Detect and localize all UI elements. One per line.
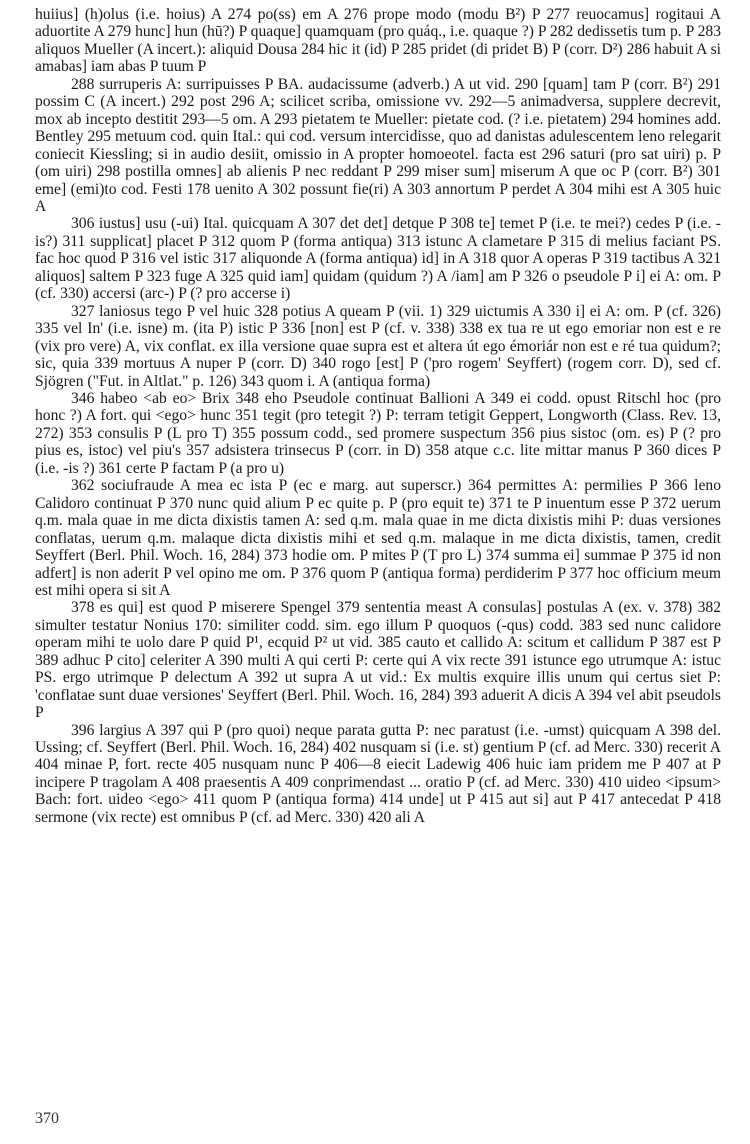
apparatus-paragraph: 396 largius A 397 qui P (pro quoi) neque parata gutta P: nec paratust (i.e. -umst) quicquam A 398 del. Ussing; cf. Seyffert (Berl. Phil. Woch. 16, 284) 402 nusquam si (i.e. st) gentium P (cf. ad Merc. 330) recerit A 404 minae P, fort. recte 405 nusquam nunc P 406—8 eiecit Ladewig 406 huic iam pridem me P 407 at P incipere P tragolam A 408 praesentis A 409 conprimendast ... oratio P (cf. ad Merc. 330) 410 uideo <ipsum> Bach: fort. uideo <ego> 411 quom P (antiqua forma) 414 unde] ut P 415 aut si] aut P 417 antecedat P 418 sermone (vix recte) est omnibus P (cf. ad Merc. 330) 420 ali A	[35, 721, 721, 826]
apparatus-paragraph: 288 surruperis A: surripuisses P BA. audacissume (adverb.) A ut vid. 290 [quam] tam P (corr. B²) 291 possim C (A incert.) 292 post 296 A; scilicet scriba, omissione vv. 292—5 animadversa, supplere decrevit, mox ab incepto destitit 293—5 om. A 293 pietatem te Mueller: pietate cod. (? i.e. pietatem) 294 homines add. Bentley 295 metuum cod. quin Ital.: qui cod. versum intercidisse, quo ad danistas adulescentem leno relegarit coniecit Kiessling; si in audio desiit, omissio in A propter homoeotel. facta est 296 saturi (pro sat uiri) p. P (om uiri) 298 postilla omnes] ab alienis P nec reddant P 299 miser sum] miserum A que oc P (corr. B²) 301 eme] (emi)to cod. Festi 178 uenito A 302 possunt fie(ri) A 303 annortum P perdet A 304 mihi est A 305 huic A	[35, 75, 721, 215]
apparatus-paragraph: 362 sociufraude A mea ec ista P (ec e marg. aut superscr.) 364 permittes A: permilies P 366 leno Calidoro continuat P 370 nunc quid alium P ec quite p. P (pro equit te) 371 te P inuentum esse P 372 uerum q.m. mala quae in me dicta dixistis tamen A: sed q.m. mala quae in me dicta dixistis mihi P: duas versiones conflatas, uerum q.m. malaque dicta dixistis mihi et sed q.m. malaque in me dicta dixistis, tamen, credit Seyffert (Berl. Phil. Woch. 16, 284) 373 hodie om. P mites P (T pro L) 374 summa ei] summae P 375 id non adfert] is non aderit P vel opino me om. P 376 quom P (antiqua forma) perdiderim P 377 hoc officium meum est mihi opera si sit A	[35, 477, 721, 599]
apparatus-paragraph: 378 es qui] est quod P miserere Spengel 379 sententia meast A consulas] postulas A (ex. v. 378) 382 simulter testatur Nonius 170: similiter codd. sim. ego illum P quoquos (-qus) codd. 383 sed nunc calidore operam mihi te uolo dare P quid P¹, ecquid P² ut vid. 385 cauto et callido A: scitum et callidum P 387 est P 389 adhuc P cito] celeriter A 390 multi A qui certi P: certe qui A vix recte 391 istunce ego utrumque A: istuc PS. ergo utrimque P delectum A 392 ut supra A ut vid.: Ex multis exquire illis unum qui certus siet P: 'conflatae sunt duae versiones' Seyffert (Berl. Phil. Woch. 16, 284) 393 aduerit A dicis A 394 vel abit pseudols P	[35, 599, 721, 722]
apparatus-paragraph: 306 iustus] usu (-ui) Ital. quicquam A 307 det det] detque P 308 te] temet P (i.e. te mei?) cedes P (i.e. -is?) 311 supplicat] placet P 312 quom P (forma antiqua) 313 istunc A clametare P 315 di melius faciant PS. fac hoc quod P 316 vel istic 317 aliquonde A (forma antiqua) id] in A 318 quor A operas P 319 tactibus A 321 aliquos] saltem P 323 fuge A 325 quid iam] quidam (quidum ?) A /iam] am P 326 o pseudole P i] ei A: om. P (cf. 330) accersi (arc-) P (? pro accerse i)	[35, 215, 721, 303]
page-number: 370	[35, 1110, 59, 1127]
apparatus-paragraph: 346 habeo <ab eo> Brix 348 eho Pseudole continuat Ballioni A 349 ei codd. opust Ritschl hoc (pro honc ?) A fort. qui <ego> hunc 351 tegit (pro tetegit ?) P: terram tetigit Geppert, Longworth (Class. Rev. 13, 272) 353 consulis P (L pro T) 355 possum codd., sed promere suspectum 356 pius sistoc (om. es) P (? pro pius es, istoc) vel piu's 357 adsistera trinsecus P (corr. in D) 358 atque c.c. lite mittar manus P 360 dices P (i.e. -is ?) 361 certe P factam P (a pro u)	[35, 389, 721, 477]
critical-apparatus	[35, 6, 721, 826]
apparatus-paragraph: 327 laniosus tego P vel huic 328 potius A queam P (vii. 1) 329 uictumis A 330 i] ei A: om. P (cf. 326) 335 vel In' (i.e. isne) m. (ita P) istic P 336 [non] est P (cf. v. 338) 338 ex tua re ut ego emoriar non est e re (vix pro vere) A, vix conflat. ex illa versione quae supra est et altera út ego émoriár non est e ré tua quidum?; sic, quia 339 mortuus A nuper P (corr. D) 340 rogo [est] P ('pro rogem' Seyffert) (rogem corr. D), sed cf. Sjögren ("Fut. in Altlat." p. 126) 343 quom i. A (antiqua forma)	[35, 302, 721, 390]
apparatus-paragraph: huiius] (h)olus (i.e. hoius) A 274 po(ss) em A 276 prope modo (modu B²) P 277 reuocamus] rogitaui A aduortite A 279 hunc] hun (hū?) P quaque] quamquam (pro quáq., i.e. quaque ?) P 282 dedissetis tum p. P 283 aliquos Mueller (A incert.): aliquid Dousa 284 hic it (id) P 285 pridet (di pridet B) P (corr. D²) 286 habuit A si amabas] iam abas P tuum P	[35, 6, 721, 76]
